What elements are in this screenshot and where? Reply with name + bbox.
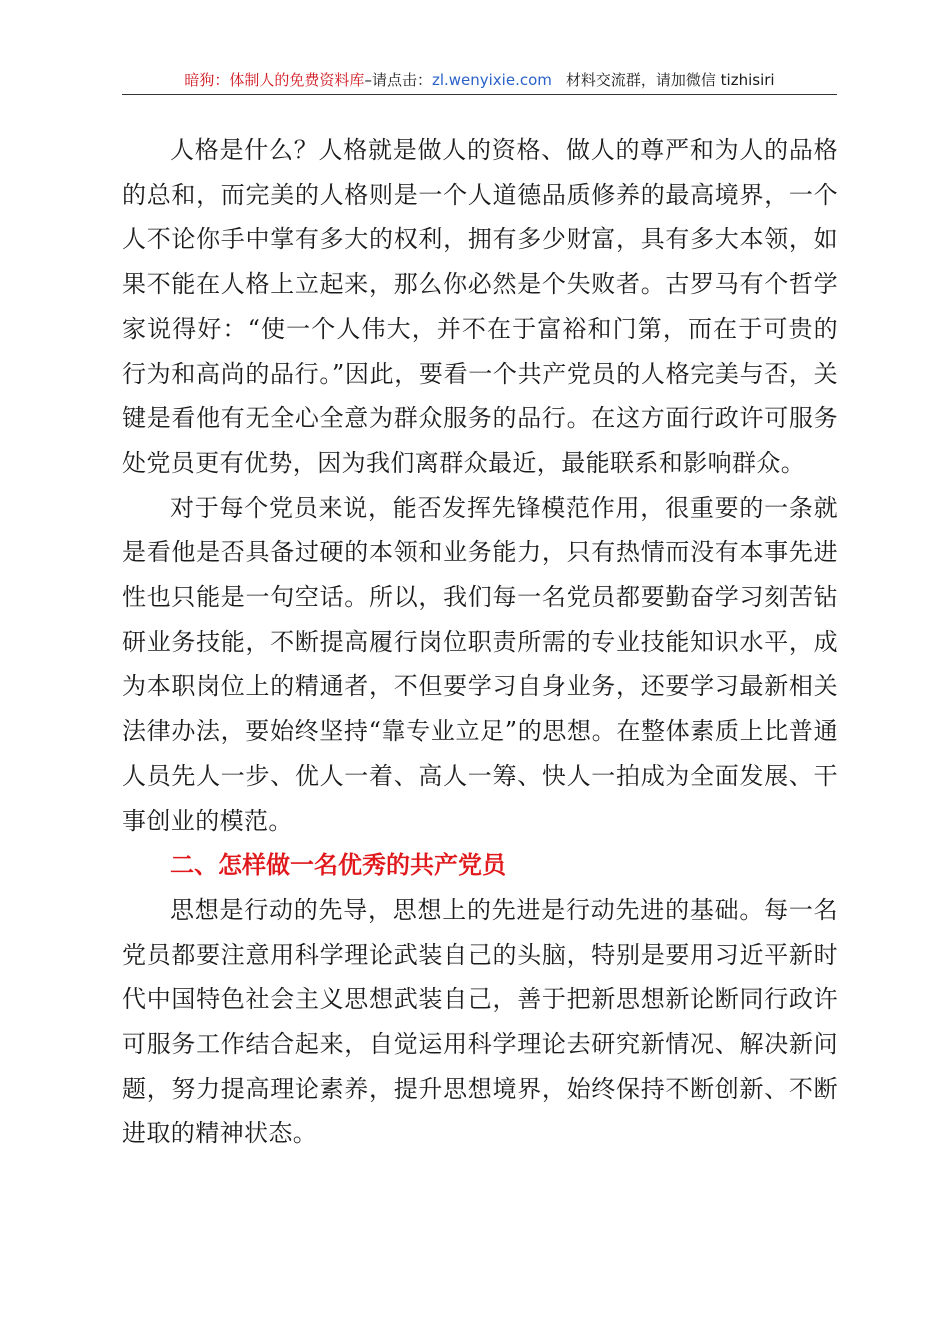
paragraph-capability: 对于每个党员来说，能否发挥先锋模范作用，很重要的一条就是看他是否具备过硬的本领和业务能力，只有热情而没有本事先进性也只能是一句空话。所以，我们每一名党员都要勤奋学习刻苦钻研业务技能，不断提高履行岗位职责所需的专业技能知识水平，成为本职岗位上的精通者，不但要学习自身业务，还要学习最新相关法律办法，要始终坚持“靠专业立足”的思想。在整体素质上比普通人员先人一步、优人一着、高人一筹、快人一拍成为全面发展、干事创业的模范。 [122,493,838,835]
section-heading: 二、怎样做一名优秀的共产党员 [170,851,506,880]
header-contact: 材料交流群，请加微信 tizhisiri [565,71,775,89]
header-brand: 暗狗：体制人的免费资料库 [184,71,365,89]
header-click-prefix: –请点击： [364,71,432,89]
paragraph-thought: 思想是行动的先导，思想上的先进是行动先进的基础。每一名党员都要注意用科学理论武装自己的头脑，特别是要用习近平新时代中国特色社会主义思想武装自己，善于把新思想新论断同行政许可服务工作结合起来，自觉运用科学理论去研究新情况、解决新问题，努力提高理论素养，提升思想境界，始终保持不断创新、不断进取的精神状态。 [122,895,838,1148]
document-body [122,128,838,1156]
paragraph-personality: 人格是什么？人格就是做人的资格、做人的尊严和为人的品格的总和，而完美的人格则是一个人道德品质修养的最高境界，一个人不论你手中掌有多大的权利，拥有多少财富，具有多大本领，如果不能在人格上立起来，那么你必然是个失败者。古罗马有个哲学家说得好：“使一个人伟大，并不在于富裕和门第，而在于可贵的行为和高尚的品行。”因此，要看一个共产党员的人格完美与否，关键是看他有无全心全意为群众服务的品行。在这方面行政许可服务处党员更有优势，因为我们离群众最近，最能联系和影响群众。 [122,136,838,477]
page-header [122,66,837,95]
header-url-link[interactable]: zl.wenyixie.com [431,71,552,89]
